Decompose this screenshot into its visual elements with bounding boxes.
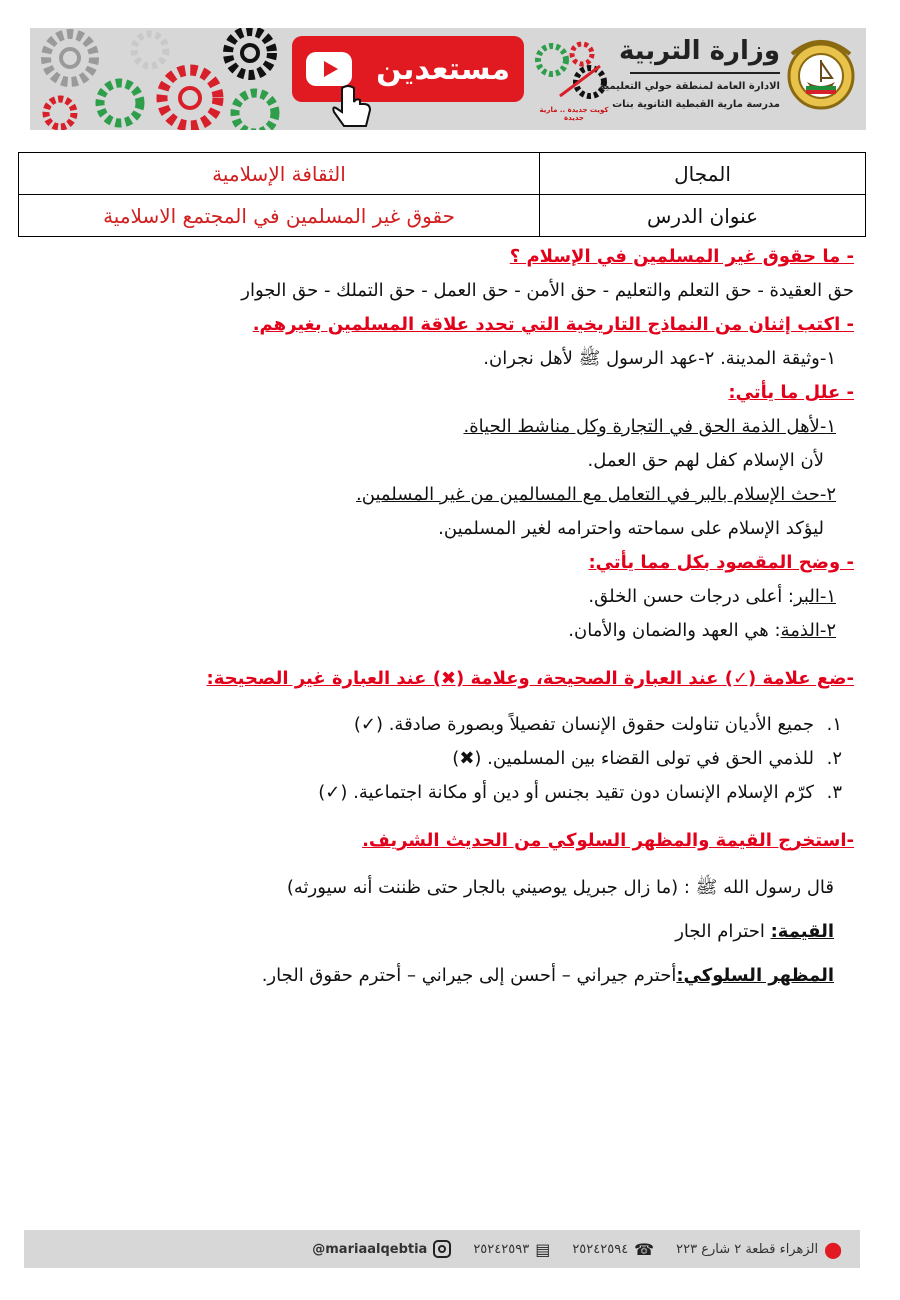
table-row xyxy=(19,153,866,195)
justify-answer-2: ليؤكد الإسلام على سماحته واحترامه لغير المسلمين. xyxy=(438,518,824,539)
list-item-number: ٣. xyxy=(826,782,842,803)
question-hadith: -استخرج القيمة والمظهر السلوكي من الحديث الشريف. xyxy=(362,830,854,851)
list-item xyxy=(38,742,854,776)
address-text: الزهراء قطعة ٢ شارع ٢٢٣ xyxy=(676,1241,819,1257)
value-row xyxy=(38,910,834,954)
question-justify: - علل ما يأتي: xyxy=(728,382,854,403)
youtube-play-icon xyxy=(306,52,352,86)
list-item xyxy=(38,708,854,742)
value-text: احترام الجار xyxy=(675,921,771,942)
question-definitions: - وضح المقصود بكل مما يأتي: xyxy=(588,552,854,573)
definition-term: ١-البر xyxy=(793,586,836,607)
footer-instagram[interactable] xyxy=(312,1240,451,1258)
list-item-text: جميع الأديان تناولت حقوق الإنسان تفصيلاً وبصورة صادقة. (✓) xyxy=(353,714,814,735)
behavior-label: المظهر السلوكي: xyxy=(676,965,834,986)
field-label: المجال xyxy=(540,153,866,195)
answer-rights: حق العقيدة - حق التعلم والتعليم - حق الأمن - حق العمل - حق التملك - حق الجوار xyxy=(241,280,854,301)
gears-decoration-icon xyxy=(30,28,285,130)
pointer-hand-icon xyxy=(330,84,380,130)
instagram-handle[interactable]: @mariaalqebtia xyxy=(312,1241,428,1257)
definition-term: ٢-الذمة xyxy=(780,620,836,641)
list-item-text: للذمي الحق في تولى القضاء بين المسلمين. (✖) xyxy=(452,748,814,769)
definition-item xyxy=(38,614,854,648)
hadith-text: قال رسول الله ﷺ : (ما زال جبريل يوصيني بالجار حتى ظننت أنه سيورثه) xyxy=(286,877,834,898)
justify-item-2: ٢-حث الإسلام بالبر في التعامل مع المسالمين من غير المسلمين. xyxy=(356,484,836,505)
question-rights: - ما حقوق غير المسلمين في الإسلام ؟ xyxy=(509,246,854,267)
ministry-district: الادارة العامة لمنطقة حولي التعليمية xyxy=(599,81,780,92)
question-true-false: -ضع علامة (✓) عند العبارة الصحيحة، وعلامة (✖) عند العبارة غير الصحيحة: xyxy=(206,668,854,689)
school-name: مدرسة مارية القبطية الثانوية بنات xyxy=(612,99,780,110)
ministry-header xyxy=(599,32,780,126)
field-value: الثقافة الإسلامية xyxy=(19,153,540,195)
lesson-info-table xyxy=(18,152,866,237)
youtube-channel-badge xyxy=(292,36,524,102)
definition-item xyxy=(38,580,854,614)
list-item-number: ٢. xyxy=(826,748,842,769)
lesson-title-label: عنوان الدرس xyxy=(540,195,866,237)
behavior-row xyxy=(38,954,834,998)
location-pin-icon: ⬤ xyxy=(824,1239,842,1259)
justify-item-1: ١-لأهل الذمة الحق في التجارة وكل مناشط الحياة. xyxy=(463,416,836,437)
ministry-divider xyxy=(630,72,780,74)
value-label: القيمة: xyxy=(770,921,834,942)
behavior-text: أحترم جيراني – أحسن إلى جيراني – أحترم حقوق الجار. xyxy=(261,965,677,986)
hadith-block xyxy=(38,866,854,998)
fax-text: ٢٥٢٤٢٥٩٣ xyxy=(473,1241,530,1257)
header-banner xyxy=(30,28,866,130)
footer-fax xyxy=(473,1240,550,1259)
school-logo-caption: كويت جديدة .. مارية جديدة xyxy=(539,106,609,122)
footer-address xyxy=(676,1240,842,1259)
ministry-title: وزارة التربية xyxy=(618,36,780,66)
youtube-channel-name: مستعدين xyxy=(376,51,510,87)
footer-phone xyxy=(572,1240,654,1259)
list-item xyxy=(38,776,854,810)
kuwait-emblem-icon xyxy=(782,34,860,124)
list-item-text: كرّم الإسلام الإنسان دون تقيد بجنس أو دين أو مكانة اجتماعية. (✓) xyxy=(318,782,814,803)
worksheet-content xyxy=(38,240,854,998)
instagram-icon xyxy=(433,1240,451,1258)
definition-text: : أعلى درجات حسن الخلق. xyxy=(588,586,794,607)
table-row xyxy=(19,195,866,237)
true-false-list xyxy=(38,708,854,810)
list-item-number: ١. xyxy=(826,714,842,735)
footer-bar xyxy=(24,1230,860,1268)
lesson-title-value: حقوق غير المسلمين في المجتمع الاسلامية xyxy=(19,195,540,237)
phone-icon: ☎ xyxy=(634,1239,655,1259)
phone-text: ٢٥٢٤٢٥٩٤ xyxy=(572,1241,629,1257)
answer-historical-models: ١-وثيقة المدينة. ٢-عهد الرسول ﷺ لأهل نجران. xyxy=(483,348,836,369)
question-historical-models: - اكتب إثنان من النماذج التاريخية التي تحدد علاقة المسلمين بغيرهم. xyxy=(252,314,854,335)
justify-answer-1: لأن الإسلام كفل لهم حق العمل. xyxy=(587,450,824,471)
definition-text: : هي العهد والضمان والأمان. xyxy=(568,620,781,641)
printer-icon: ▤ xyxy=(535,1239,551,1259)
